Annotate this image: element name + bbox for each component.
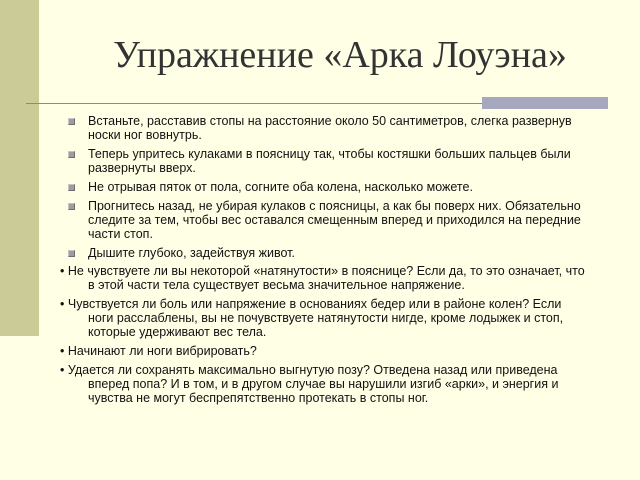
slide-title: Упражнение «Арка Лоуэна» (113, 34, 567, 76)
question-list (60, 264, 585, 405)
square-bullet-icon (68, 250, 75, 257)
square-bullet-icon (68, 118, 75, 125)
list-item-text: Прогнитесь назад, не убирая кулаков с поясницы, а как бы поверх них. Обязательно следите за тем, чтобы вес оставался смещенным вперед и приходился на передние части стоп. (88, 199, 581, 241)
list-item (60, 246, 585, 260)
list-item (60, 199, 585, 241)
square-bullet-icon (68, 184, 75, 191)
dot-bullet-icon: • (60, 344, 65, 358)
list-item (60, 147, 585, 175)
list-item-text: Теперь упритесь кулаками в поясницу так, чтобы костяшки больших пальцев были развернуты вверх. (88, 147, 571, 175)
list-item-text: Не отрывая пяток от пола, согните оба колена, насколько можете. (88, 180, 473, 194)
question-text: Чувствуется ли боль или напряжение в основаниях бедер или в районе колен? Если ноги расслаблены, вы не почувствуете натянутости нигде, кроме лодыжек и стоп, которые удерживают вес тела. (67, 297, 564, 339)
list-item-text: Встаньте, расставив стопы на расстояние около 50 сантиметров, слегка развернув носки ног вовнутрь. (88, 114, 572, 142)
question-paragraph (60, 264, 585, 292)
slide-body (60, 114, 585, 410)
list-item (60, 180, 585, 194)
question-text: Начинают ли ноги вибрировать? (67, 344, 257, 358)
dot-bullet-icon: • (60, 264, 65, 278)
instruction-list (60, 114, 585, 260)
question-text: Удается ли сохранять максимально выгнутую позу? Отведена назад или приведена вперед попа? И в том, и в другом случае вы нарушили изгиб «арки», и энергия и чувства не могут беспрепятственно протекать в стопы ног. (67, 363, 559, 405)
question-paragraph (60, 297, 585, 339)
square-bullet-icon (68, 203, 75, 210)
dot-bullet-icon: • (60, 363, 65, 377)
square-bullet-icon (68, 151, 75, 158)
question-paragraph (60, 363, 585, 405)
list-item-text: Дышите глубоко, задействуя живот. (88, 246, 295, 260)
list-item (60, 114, 585, 142)
question-paragraph (60, 344, 585, 358)
title-divider-block (482, 97, 608, 109)
dot-bullet-icon: • (60, 297, 65, 311)
question-text: Не чувствуете ли вы некоторой «натянутости» в пояснице? Если да, то это означает, что в этой части тела существует весьма значительное напряжение. (67, 264, 585, 292)
left-accent-bar (0, 0, 39, 336)
